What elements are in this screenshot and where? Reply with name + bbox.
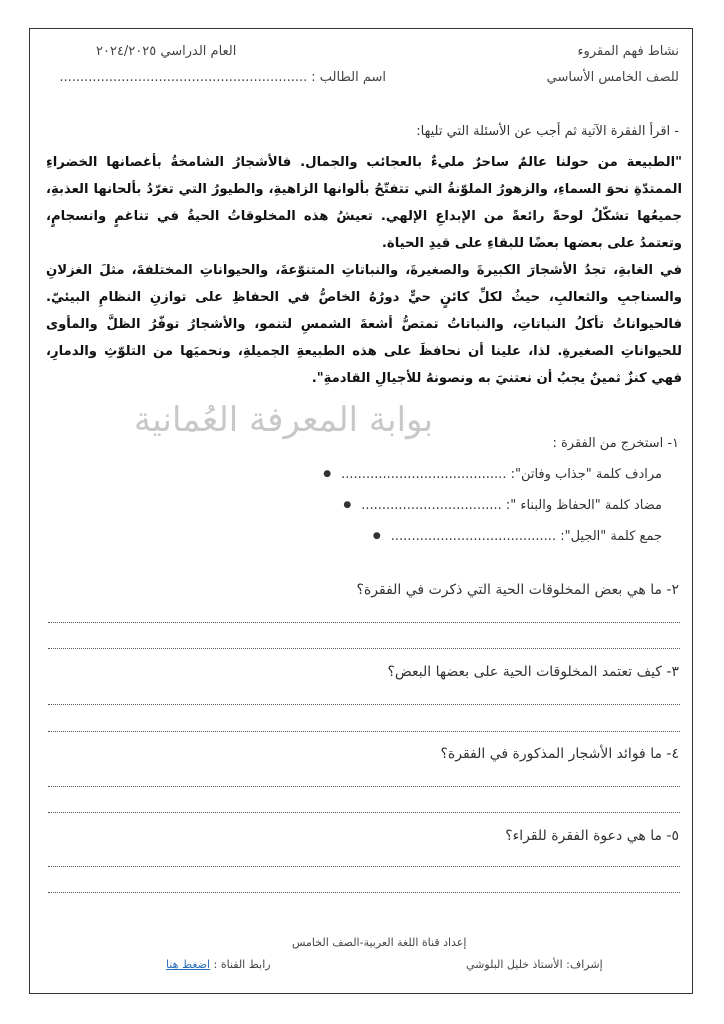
activity-title: نشاط فهم المقروء — [577, 44, 679, 59]
reading-passage — [46, 149, 682, 392]
prepared-by: إعداد قناة اللغة العربية-الصف الخامس — [292, 936, 467, 949]
answer-line[interactable] — [48, 866, 680, 867]
answer-line[interactable] — [48, 704, 680, 705]
answer-line[interactable] — [48, 892, 680, 893]
question-4: ٤- ما فوائد الأشجار المذكورة في الفقرة؟ — [440, 746, 679, 762]
instruction-text: - اقرأ الفقرة الآتية ثم أجب عن الأسئلة التي تليها: — [416, 124, 679, 139]
question-1-item-antonym: مضاد كلمة "الحفاظ والبناء ": .................................. ● — [343, 498, 662, 513]
question-5: ٥- ما هي دعوة الفقرة للقراء؟ — [505, 828, 679, 844]
question-1-item-plural: جمع كلمة "الجيل": ........................................ ● — [373, 529, 662, 544]
passage-paragraph-2: في الغابةِ، تجدُ الأشجارَ الكبيرةَ والصغيرةَ، والنباتاتِ المتنوّعةَ، والحيواناتِ المختلفةَ، مثلَ الغزلانِ والسناجبِ والثعالبِ، حيثُ لكلِّ كائنٍ حيٍّ دورُهُ الخاصُّ في الحفاظِ على توازنِ النظامِ البيئيّ. فالحيواناتُ تأكلُ النباتاتِ، والنباتاتُ تمتصُّ أشعةَ الشمسِ لتنمو، والأشجارُ توفّرُ الظلَّ والمأوى للحيواناتِ الصغيرةِ. لذا، علينا أن نحافظَ على هذه الطبيعةِ الجميلةِ، ونحميَها من التلوّثِ والدمارِ، فهي كنزٌ ثمينٌ يجبُ أن نعتنيَ به ونصونهُ للأجيالِ القادمةِ". — [46, 263, 682, 386]
question-1-item-synonym: مرادف كلمة "جذاب وفاتن": ........................................ ● — [323, 467, 662, 482]
question-2: ٢- ما هي بعض المخلوقات الحية التي ذكرت في الفقرة؟ — [356, 582, 679, 598]
question-3: ٣- كيف تعتمد المخلوقات الحية على بعضها البعض؟ — [387, 664, 679, 680]
passage-paragraph-1: "الطبيعة من حولنا عالمٌ ساحرٌ مليءٌ بالعجائب والجمال. فالأشجارُ الشامخةُ بأغصانها الخضراءِ الممتدّةِ نحوَ السماءِ، والزهورُ الملوّنةُ التي تتفتّحُ بألوانها الزاهيةِ، والطيورُ التي تغرّدُ بألحانها العذبةِ، جميعُها تشكّلُ لوحةً رائعةً من الإبداعِ الإلهي. تعيشُ هذه المخلوقاتُ الحيةُ في تناغمٍ وانسجامٍ، وتعتمدُ على بعضها بعضًا للبقاءِ على قيدِ الحياة. — [46, 155, 682, 251]
channel-link[interactable]: اضغط هنا — [166, 958, 211, 971]
watermark: بوابة المعرفة العُمانية — [134, 400, 434, 440]
answer-line[interactable] — [48, 731, 680, 732]
student-name-label: اسم الطالب : — [311, 70, 386, 85]
answer-line[interactable] — [48, 786, 680, 787]
student-name-dots: ............................................................ — [59, 70, 308, 85]
grade-label: للصف الخامس الأساسي — [546, 70, 679, 85]
channel-link-label: رابط القناة : — [213, 958, 271, 971]
supervision: إشراف: الأستاذ خليل البلوشي — [466, 958, 603, 971]
question-1: ١- استخرج من الفقرة : — [552, 436, 679, 451]
answer-line[interactable] — [48, 812, 680, 813]
channel-link-row — [166, 958, 271, 971]
student-name-field[interactable] — [59, 70, 386, 85]
answer-line[interactable] — [48, 622, 680, 623]
answer-line[interactable] — [48, 648, 680, 649]
academic-year: العام الدراسي ٢٠٢٤/٢٠٢٥ — [96, 44, 237, 59]
